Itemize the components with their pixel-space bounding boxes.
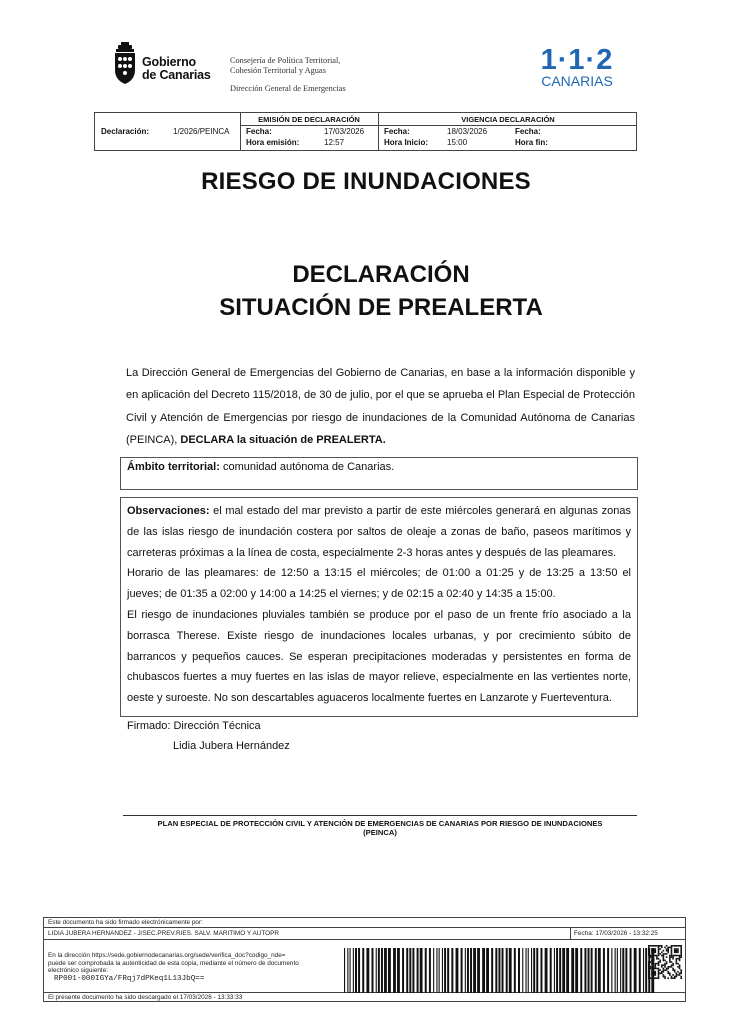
vigencia-header: VIGENCIA DECLARACIÓN xyxy=(461,115,555,124)
ambito-territorial-box xyxy=(120,457,638,490)
firmado-direccion-tecnica: Firmado: Dirección Técnica xyxy=(127,720,261,732)
declaracion-label: Declaración: xyxy=(101,127,150,136)
firmado-electronicamente: Este documento ha sido firmado electrónicamente por: xyxy=(44,918,685,928)
document-title: RIESGO DE INUNDACIONES xyxy=(201,168,531,195)
letterhead xyxy=(112,42,622,102)
observaciones-box: Observaciones: el mal estado del mar previsto a partir de este miércoles generará en algunas zonas de las islas riesgo de inundación costera por saltos de oleaje a zonas de baño, paseos marítimos y carreteras próximas a la línea de costa, especialmente 2-3 horas antes y después de las pleamares. Horario de las pleamares: de 12:50 a 13:15 el miércoles; de 01:00 a 01:25 y de 13:25 a 13:50 el jueves; de 01:35 a 02:00 y 14:00 a 14:25 el viernes; y de 02:15 a 02:40 y 14:35 a 15:00. El riesgo de inundaciones pluviales también se produce por el paso de un frente frío asociado a la borrasca Therese. Existe riesgo de inundaciones locales urbanas, y por crecimiento súbito de barrancos y pequeños cauces. Se esperan precipitaciones moderadas y persistentes en forma de chubascos fuertes a muy fuertes en las islas de mayor relieve, especialmente en las vertientes norte, oeste y suroeste. No son descartables aguaceros localmente fuertes en Lanzarote y Fuerteventura. xyxy=(120,497,638,717)
consejeria-name: Consejería de Política Territorial, Cohesión Territorial y Aguas xyxy=(230,56,341,75)
plan-peinca-footer: PLAN ESPECIAL DE PROTECCIÓN CIVIL Y ATENCIÓN DE EMERGENCIAS DE CANARIAS POR RIESGO DE INUNDACIONES (PEINCA) xyxy=(123,815,637,837)
document-subtitle: DECLARACIÓN SITUACIÓN DE PREALERTA xyxy=(219,261,543,321)
pluviales-paragraph: El riesgo de inundaciones pluviales también se produce por el paso de un frente frío asociado a la borrasca Therese. Existe riesgo de inundaciones locales urbanas, y por crecimiento súbito de barrancos y pequeños cauces. Se esperan precipitaciones moderadas y persistentes en forma de chubascos fuertes a muy fuertes en las islas de mayor relieve, especialmente en las vertientes norte, oeste y suroeste. No son descartables aguaceros localmente fuertes en Lanzarote y Fuerteventura. xyxy=(127,608,631,705)
emision-header: EMISIÓN DE DECLARACIÓN xyxy=(258,115,360,124)
hora-inicio-value: 15:00 xyxy=(447,138,468,147)
direccion-general: Dirección General de Emergencias xyxy=(230,84,346,93)
hora-emision-value: 12:57 xyxy=(324,138,345,147)
fecha-fin-label: Fecha: xyxy=(515,127,541,136)
intro-paragraph: La Dirección General de Emergencias del Gobierno de Canarias, en base a la información disponible y en aplicación del Decreto 115/2018, de 30 de julio, por el que se aprueba el Plan Especial de Protección Civil y Atención de Emergencias por riesgo de inundaciones de la Comunidad Autónoma de Canarias (PEINCA), DECLARA la situación de PREALERTA. xyxy=(126,367,635,446)
descargado-text: El presente documento ha sido descargado el 17/03/2026 - 13:33:33 xyxy=(44,992,685,1002)
firmante-row: LIDIA JUBERA HERNANDEZ - J/SEC.PREV.RIES. SALV. MARITIMO Y AUTOPR Fecha: 17/03/2026 - 13:32:25 xyxy=(44,928,685,940)
verificacion-text: En la dirección https://sede.gobiernodecanarias.org/sede/verifica_doc?codigo_nde= puede ser comprobada la autenticidad de esta copia, mediante el número de documento electrónico siguiente: xyxy=(48,952,299,974)
firmante-nombre: Lidia Jubera Hernández xyxy=(173,740,290,752)
declaracion-value: 1/2026/PEINCA xyxy=(173,127,230,136)
gobierno-name: Gobierno de Canarias xyxy=(142,55,211,82)
barcode-icon xyxy=(344,948,674,993)
hora-fin-label: Hora fin: xyxy=(515,138,548,147)
logo-112-region: CANARIAS xyxy=(541,73,613,89)
fecha-emision-value: 17/03/2026 xyxy=(324,127,365,136)
logo-112-canarias xyxy=(532,46,622,88)
fecha-inicio-value: 18/03/2026 xyxy=(447,127,488,136)
ambito-label: Ámbito territorial: xyxy=(127,461,220,473)
declara-prealerta: DECLARA la situación de PREALERTA. xyxy=(180,433,386,446)
declaration-table xyxy=(94,112,637,151)
qr-code-icon xyxy=(648,945,682,979)
hora-emision-label: Hora emisión: xyxy=(246,138,300,147)
fecha-inicio-label: Fecha: xyxy=(384,127,410,136)
gobierno-canarias-coat-of-arms-icon xyxy=(112,42,138,86)
fecha-emision-label: Fecha: xyxy=(246,127,272,136)
pleamares-paragraph: Horario de las pleamares: de 12:50 a 13:15 el miércoles; de 01:00 a 01:25 y de 13:25 a 13:50 el jueves; de 01:35 a 02:00 y 14:00 a 14:25 el viernes; y de 02:15 a 02:40 y 14:35 a 15:00. xyxy=(127,567,631,601)
codigo-verificacion: RP001-000IGYa/FRqj7dPKeq1L13JbQ== xyxy=(54,975,205,983)
observaciones-label: Observaciones: xyxy=(127,505,210,517)
hora-inicio-label: Hora Inicio: xyxy=(384,138,429,147)
fecha-firma: Fecha: 17/03/2026 - 13:32:25 xyxy=(570,928,685,939)
logo-112-number: 1·1·2 xyxy=(540,44,614,76)
electronic-signature-block xyxy=(43,917,686,1002)
ambito-value: comunidad autónoma de Canarias. xyxy=(219,461,395,473)
